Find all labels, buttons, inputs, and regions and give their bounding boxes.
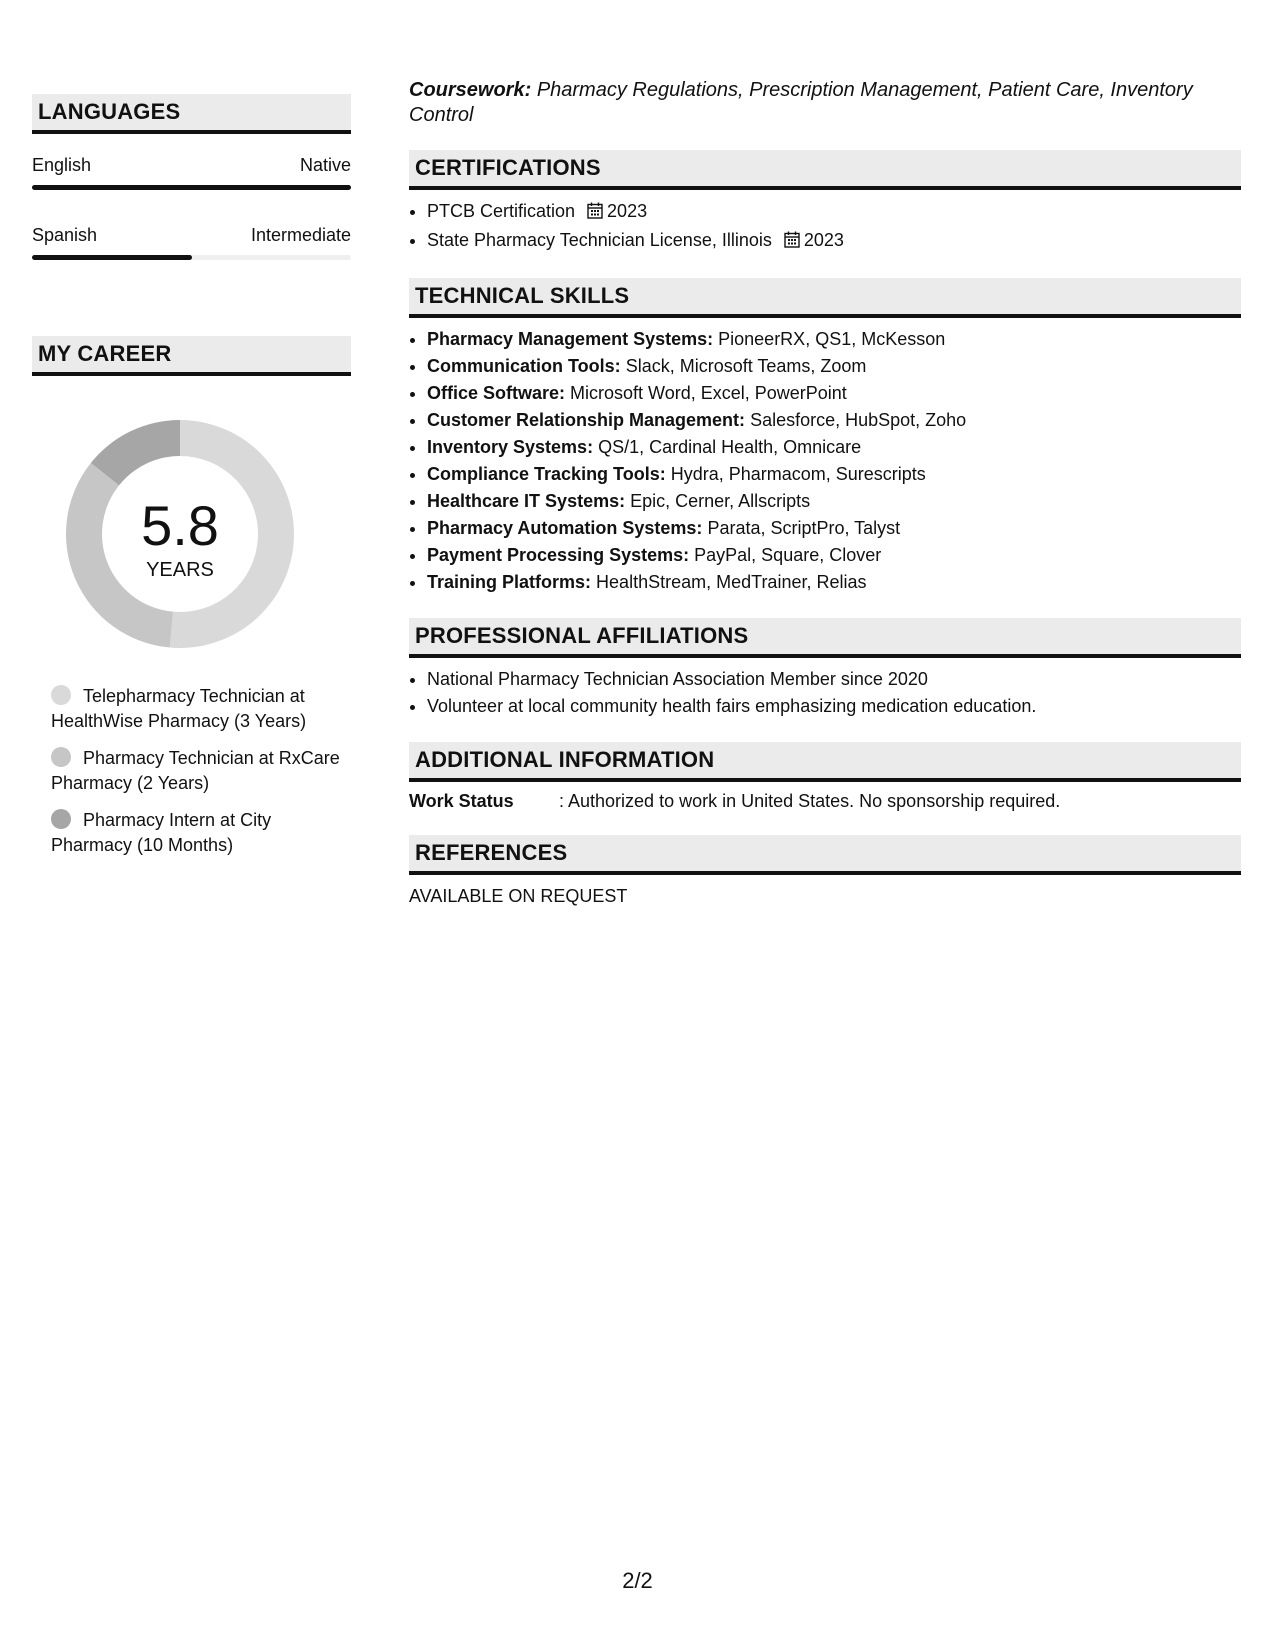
skill-value: Salesforce, HubSpot, Zoho (750, 410, 967, 430)
references-text: AVAILABLE ON REQUEST (409, 886, 628, 906)
skill-value: Microsoft Word, Excel, PowerPoint (570, 383, 847, 403)
languages-heading: LANGUAGES (32, 94, 351, 134)
skill-item (427, 461, 1241, 488)
skill-label: Healthcare IT Systems: (427, 491, 626, 511)
skill-item (427, 569, 1241, 596)
skill-label: Payment Processing Systems: (427, 545, 690, 565)
additional-info-section (409, 742, 1241, 813)
skill-label: Inventory Systems: (427, 437, 594, 457)
skill-label: Office Software: (427, 383, 566, 403)
language-english (32, 154, 351, 190)
skill-value: QS/1, Cardinal Health, Omnicare (598, 437, 862, 457)
right-column (409, 78, 1241, 908)
career-legend-item (51, 746, 351, 796)
left-column (32, 94, 351, 870)
skills-heading: TECHNICAL SKILLS (409, 278, 1241, 318)
skill-item (427, 380, 1241, 407)
career-total-value: 5.8 (141, 494, 219, 557)
certification-item (427, 198, 1241, 227)
skill-value: PayPal, Square, Clover (694, 545, 882, 565)
career-legend-label: Pharmacy Intern at City Pharmacy (10 Months) (51, 810, 272, 855)
certification-year: 2023 (803, 230, 844, 250)
coursework-text: Pharmacy Regulations, Prescription Management, Patient Care, Inventory Control (409, 79, 1193, 126)
certifications-heading: CERTIFICATIONS (409, 150, 1241, 190)
career-donut-chart (66, 420, 294, 648)
legend-dot-icon (51, 747, 71, 767)
affiliations-list (409, 666, 1241, 720)
legend-dot-icon (51, 809, 71, 829)
skill-label: Communication Tools: (427, 356, 621, 376)
skill-value: Hydra, Pharmacom, Surescripts (670, 464, 926, 484)
certification-name: State Pharmacy Technician License, Illinois (427, 230, 772, 250)
skill-label: Pharmacy Automation Systems: (427, 518, 703, 538)
language-level: Native (299, 155, 351, 175)
skill-label: Training Platforms: (427, 572, 592, 592)
affiliations-section (409, 618, 1241, 720)
skill-value: Parata, ScriptPro, Talyst (707, 518, 901, 538)
skill-item (427, 407, 1241, 434)
skill-item (427, 542, 1241, 569)
skills-list (409, 326, 1241, 596)
career-legend-item (51, 808, 351, 858)
skills-section (409, 278, 1241, 596)
skill-label: Pharmacy Management Systems: (427, 329, 714, 349)
language-proficiency-fill (32, 185, 351, 190)
certification-name: PTCB Certification (427, 201, 576, 221)
career-total-unit: YEARS (146, 559, 214, 581)
coursework (409, 78, 1241, 128)
career-legend (51, 684, 351, 858)
work-status-row (409, 789, 1241, 813)
references-heading: REFERENCES (409, 835, 1241, 875)
career-legend-label: Telepharmacy Technician at HealthWise Pharmacy (3 Years) (51, 686, 307, 731)
affiliation-item: • National Pharmacy Technician Association Member since 2020 (427, 666, 1241, 693)
skill-item (427, 515, 1241, 542)
certification-item (427, 227, 1241, 256)
skill-label: Compliance Tracking Tools: (427, 464, 666, 484)
language-name: English (32, 155, 92, 175)
coursework-label: Coursework: (409, 79, 532, 101)
skill-value: HealthStream, MedTrainer, Relias (596, 572, 867, 592)
language-proficiency-bar (32, 185, 351, 190)
references-section (409, 835, 1241, 908)
skill-item (427, 326, 1241, 353)
additional-info-heading: ADDITIONAL INFORMATION (409, 742, 1241, 782)
skill-value: PioneerRX, QS1, McKesson (718, 329, 946, 349)
career-legend-label: Pharmacy Technician at RxCare Pharmacy (2 Years) (51, 748, 340, 793)
skill-value: Epic, Cerner, Allscripts (630, 491, 811, 511)
work-status-value: : Authorized to work in United States. No sponsorship required. (559, 791, 1061, 811)
certification-year: 2023 (607, 201, 648, 221)
skill-value: Slack, Microsoft Teams, Zoom (625, 356, 867, 376)
certifications-list (409, 198, 1241, 256)
language-proficiency-bar (32, 255, 351, 260)
language-level: Intermediate (250, 225, 351, 245)
skill-label: Customer Relationship Management: (427, 410, 746, 430)
calendar-icon (784, 229, 800, 256)
legend-dot-icon (51, 685, 71, 705)
skill-item (427, 353, 1241, 380)
calendar-icon (587, 200, 603, 227)
career-heading: MY CAREER (32, 336, 351, 376)
language-name: Spanish (32, 225, 98, 245)
skill-item (427, 488, 1241, 515)
work-status-label: Work Status (409, 791, 514, 811)
affiliations-heading: PROFESSIONAL AFFILIATIONS (409, 618, 1241, 658)
skill-item (427, 434, 1241, 461)
certifications-section (409, 150, 1241, 256)
career-legend-item (51, 684, 351, 734)
affiliation-item: • Volunteer at local community health fairs emphasizing medication education. (427, 693, 1241, 720)
language-proficiency-fill (32, 255, 192, 260)
page-number: 2/2 (622, 1568, 653, 1593)
language-spanish (32, 224, 351, 260)
